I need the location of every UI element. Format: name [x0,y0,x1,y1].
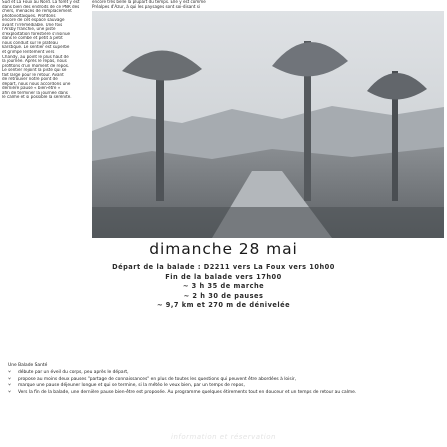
list-item [8,390,438,395]
list-item-text: propose au moins deux pauses "partage de connaissances" en plus de toutes les questions qui peuvent être abordées à loisir, [18,376,297,382]
left-column-line: Sud et La Foux au Nord. La forêt y est [2,0,80,4]
left-column-line: nous conduit sur le plateau [2,40,58,45]
top-right-text [92,0,444,9]
list-item-text: marque une pause déjeuner longue et qui se termine, si la météo le veux bien, par un temps de repos, [18,383,245,389]
left-column-line: fait large pour le retour. Avant [2,72,64,77]
left-column-line: de retrouver notre point de [2,77,58,82]
left-column-line: départ, nous nous accordons une [2,81,71,86]
fork-knife-icon: ⑂ [8,382,12,389]
landscape-photo [92,11,444,238]
left-column-line: d'exploitation forestière s'insinue [2,31,71,36]
list-item-text: Vers la fin de la balade, une dernière pause bien-être est proposée. Au programme quelques étirements tout en douceur et un temps de retour au calme. [18,390,357,396]
footer-watermark: information et réservation [171,433,276,441]
left-column-line: chers, menacés de remplacement [2,9,72,14]
left-column-line: Le sentier rejoint la piste qui se [2,68,67,73]
top-right-line: Préalpes d'Azur, à qui les paysages sont soi-disant si [92,3,201,9]
left-column-line: la journée. Après le repas, nous [2,59,67,64]
left-column-line: encore de cet espace sauvage [2,18,65,23]
left-column-line: dernière pause « bien-être » [2,86,61,91]
left-column-line: l'Arsby franchie, une piste [2,27,56,32]
bullet-list [8,370,438,397]
fork-knife-icon: ⑂ [8,389,12,396]
left-column-line: le calme et si possible la sérénité. [2,95,72,100]
list-item [8,370,438,375]
left-column-line: et grimpe lentement vers [2,50,55,55]
walking-time-line: ~ 3 h 35 de marche [182,282,265,291]
left-column-line: dans bien des endroits de ce PNR des [2,4,80,9]
left-column-line: dans le combe et petit à petit [2,36,63,41]
landscape-image [92,11,444,238]
left-text-column [2,0,92,238]
departure-line: Départ de la balade : D2211 vers La Foux vers 10h00 [112,263,335,271]
left-column-line: photovoltaïques. Profitons [2,13,56,18]
section-title: Une Balade Santé [8,363,48,368]
fork-knife-icon: ⑂ [8,369,12,375]
left-column-line: afin de terminer la journée dans [2,90,68,95]
outing-details [0,263,447,311]
break-time-line: ~ 2 h 30 de pauses [183,291,264,300]
top-right-line: encore très belle la plupart du temps. Elle y est comme [92,0,206,4]
end-line: Fin de la balade vers 17h00 [165,272,282,281]
left-column-line: karstique. Le sentier est superbe [2,45,70,50]
page-title: dimanche 28 mai [149,240,298,258]
left-column-line: Chandy, au point le plus haut de [2,54,69,59]
list-item-text: débute par un éveil du corps, peu après le départ, [18,370,129,375]
left-column-line: avant l'irrémédiable. Une fois [2,22,63,27]
left-column-line: profitons d'un moment de repos. [2,63,70,68]
distance-line: ~ 9,7 km et 270 m de dénivelée [156,301,291,310]
fork-knife-icon: ⑂ [8,375,12,382]
list-item [8,383,438,388]
list-item [8,377,438,382]
